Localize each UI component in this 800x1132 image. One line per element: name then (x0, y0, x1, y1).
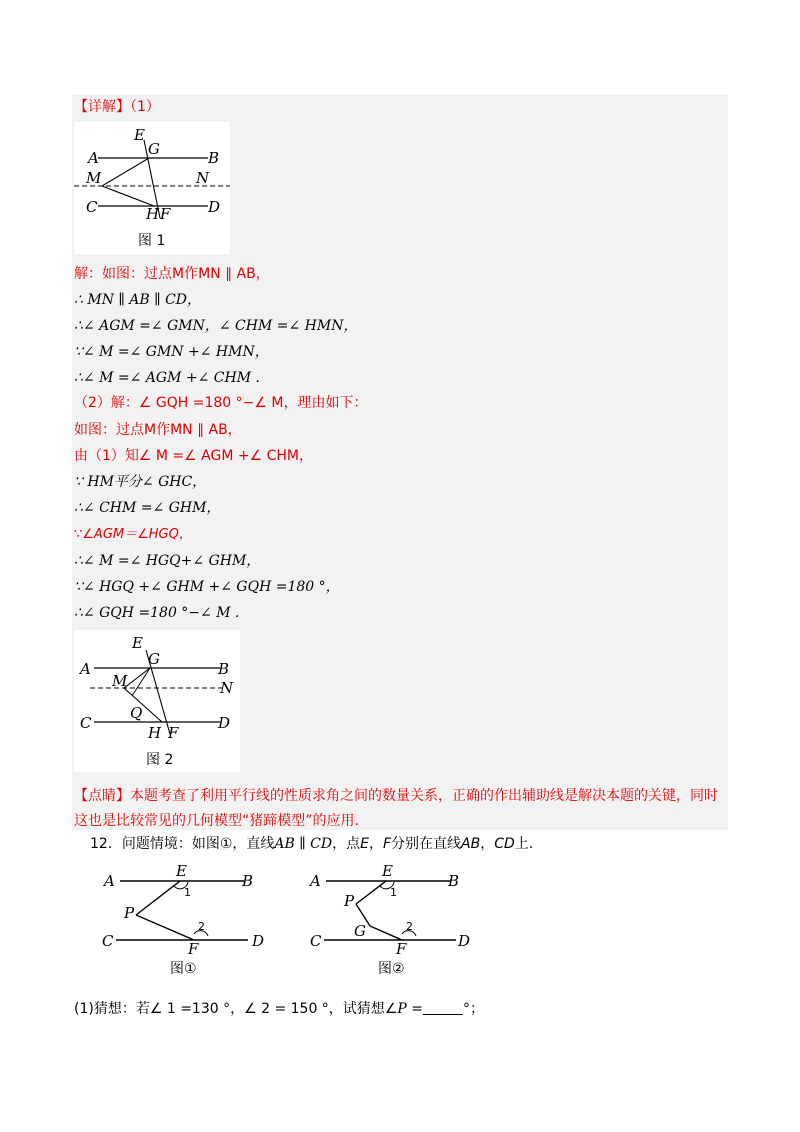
detail-tag: 【详解】 (74, 99, 130, 115)
comment-line-2: 这也是比较常见的几何模型“猪蹄模型”的应用. (74, 813, 359, 829)
figure-circle-1-caption: 图① (170, 961, 197, 977)
label-d: D (218, 714, 231, 732)
comment-tag: 【点睛】 (74, 788, 130, 804)
label-e: E (134, 126, 145, 144)
angle-1-label: 1 (390, 886, 397, 899)
label-b: B (218, 660, 230, 678)
label-f: F (160, 205, 171, 223)
sol2-line-2: 如图：过点M作MN ∥ AB， (74, 422, 242, 438)
label-h: H (148, 724, 162, 742)
part-label: （1） (130, 99, 160, 115)
sol2-line-8: ∵∠ HGQ +∠ GHM +∠ GQH =180 °， (74, 579, 340, 595)
label-f: F (168, 724, 179, 742)
sol2-line-9: ∴∠ GQH =180 °−∠ M . (74, 605, 240, 621)
label-g: G (148, 140, 160, 158)
sol1-line-2: ∴ MN ∥ AB ∥ CD， (74, 292, 202, 308)
figure-2-caption: 图 2 (146, 752, 174, 768)
label-e: E (176, 862, 187, 880)
label-e: E (132, 634, 143, 652)
label-c: C (80, 714, 92, 732)
sol2-line-5: ∴∠ CHM =∠ GHM， (74, 500, 221, 516)
sol2-line-7: ∴∠ M =∠ HGQ+∠ GHM， (74, 553, 261, 569)
sol2-line-3: 由（1）知∠ M =∠ AGM +∠ CHM， (74, 448, 313, 464)
sol2-line-6: ∵∠AGM＝∠HGQ， (74, 527, 192, 542)
label-a: A (310, 872, 321, 890)
label-a: A (104, 872, 115, 890)
label-q: Q (130, 704, 143, 722)
sol2-line-1: （2）解：∠ GQH =180 °−∠ M，理由如下： (74, 395, 368, 411)
angle-2-label: 2 (198, 920, 205, 933)
label-f: F (188, 940, 199, 958)
solution-header (74, 96, 160, 118)
label-b: B (448, 872, 460, 890)
sol1-line-1: 解：如图：过点M作MN ∥ AB， (74, 266, 270, 282)
label-d: D (458, 932, 471, 950)
label-p: P (344, 892, 355, 910)
label-c: C (102, 932, 114, 950)
label-f: F (396, 940, 407, 958)
label-b: B (208, 149, 220, 167)
label-g: G (354, 922, 366, 940)
sol1-line-3: ∴∠ AGM =∠ GMN，∠ CHM =∠ HMN， (74, 318, 358, 334)
label-c: C (86, 198, 98, 216)
comment-line-1: 【点睛】本题考查了利用平行线的性质求角之间的数量关系，正确的作出辅助线是解决本题的关键，同时 (74, 788, 718, 804)
label-n: N (196, 169, 210, 187)
question-12-part-1: (1)猜想：若∠ 1 =130 °，∠ 2 = 150 °，试猜想∠P = °； (74, 1001, 484, 1017)
label-n: N (220, 679, 234, 697)
label-d: D (252, 932, 265, 950)
label-p: P (124, 904, 135, 922)
label-c: C (310, 932, 322, 950)
figure-circle-1 (96, 860, 272, 980)
angle-1-label: 1 (184, 886, 191, 899)
label-d: D (208, 198, 221, 216)
angle-2-label: 2 (406, 920, 413, 933)
label-m: M (86, 169, 102, 187)
label-m: M (112, 672, 128, 690)
label-g: G (148, 650, 160, 668)
label-b: B (242, 872, 254, 890)
question-12: 12．问题情境：如图①，直线AB ∥ CD，点E，F分别在直线AB，CD上. (90, 836, 534, 852)
figure-1 (74, 122, 230, 254)
figure-2 (74, 630, 240, 772)
label-h: H (146, 205, 160, 223)
answer-blank[interactable] (423, 1000, 463, 1015)
figure-1-caption: 图 1 (138, 233, 166, 249)
sol1-line-5: ∴∠ M =∠ AGM +∠ CHM . (74, 370, 260, 386)
figure-circle-2 (304, 860, 480, 980)
sol2-line-4: ∵ HM平分∠ GHC， (74, 474, 207, 490)
label-a: A (80, 660, 91, 678)
figure-circle-2-caption: 图② (378, 961, 405, 977)
label-a: A (88, 149, 99, 167)
label-e: E (382, 862, 393, 880)
sol1-line-4: ∵∠ M =∠ GMN +∠ HMN， (74, 344, 269, 360)
